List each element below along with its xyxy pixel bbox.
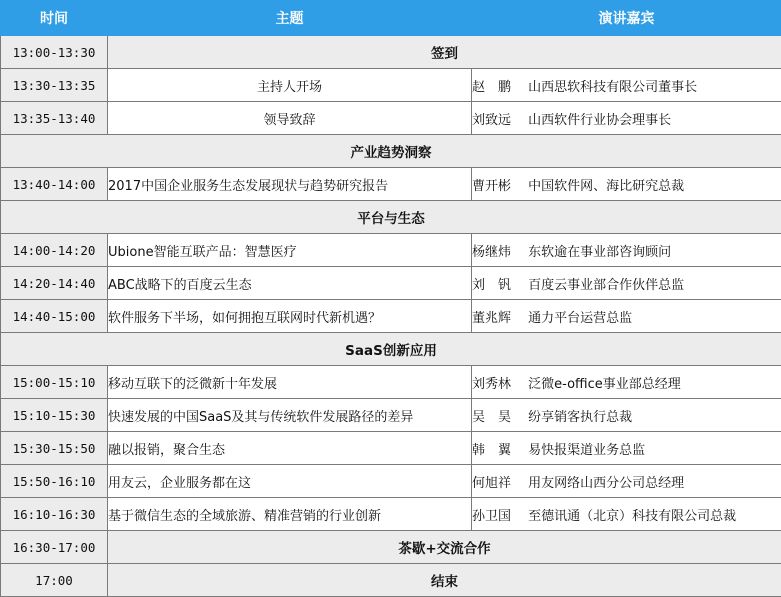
topic-cell: 基于微信生态的全域旅游、精准营销的行业创新 — [108, 498, 472, 531]
topic-cell: 领导致辞 — [108, 102, 472, 135]
speaker-title: 至德讯通（北京）科技有限公司总裁 — [528, 509, 736, 524]
topic-cell: 主持人开场 — [108, 69, 472, 102]
table-row — [1, 564, 781, 597]
section-title: 茶歇+交流合作 — [108, 531, 781, 564]
section-title: 结束 — [108, 564, 781, 597]
section-banner: 平台与生态 — [1, 201, 781, 234]
speaker-title: 泛微e-office事业部总经理 — [528, 377, 681, 392]
time-cell: 13:30-13:35 — [1, 69, 108, 102]
table-row — [1, 234, 781, 267]
speaker-cell — [472, 465, 781, 498]
section-banner: SaaS创新应用 — [1, 333, 781, 366]
topic-cell: Ubione智能互联产品：智慧医疗 — [108, 234, 472, 267]
topic-cell: 2017中国企业服务生态发展现状与趋势研究报告 — [108, 168, 472, 201]
header-speaker: 演讲嘉宾 — [472, 1, 781, 36]
header-time: 时间 — [1, 1, 108, 36]
speaker-cell — [472, 234, 781, 267]
speaker-name: 吴 昊 — [472, 406, 524, 425]
topic-cell: ABC战略下的百度云生态 — [108, 267, 472, 300]
table-row — [1, 498, 781, 531]
speaker-name: 董兆辉 — [472, 307, 524, 326]
table-row — [1, 333, 781, 366]
time-cell: 15:30-15:50 — [1, 432, 108, 465]
speaker-name: 刘 钒 — [472, 274, 524, 293]
time-cell: 17:00 — [1, 564, 108, 597]
time-cell: 15:10-15:30 — [1, 399, 108, 432]
table-row — [1, 168, 781, 201]
speaker-title: 山西思软科技有限公司董事长 — [528, 80, 697, 95]
time-cell: 13:40-14:00 — [1, 168, 108, 201]
table-row — [1, 432, 781, 465]
time-cell: 13:00-13:30 — [1, 36, 108, 69]
speaker-title: 百度云事业部合作伙伴总监 — [528, 278, 684, 293]
speaker-cell — [472, 300, 781, 333]
section-banner: 产业趋势洞察 — [1, 135, 781, 168]
speaker-name: 曹开彬 — [472, 175, 524, 194]
time-cell: 13:35-13:40 — [1, 102, 108, 135]
time-cell: 14:00-14:20 — [1, 234, 108, 267]
table-row — [1, 300, 781, 333]
speaker-title: 山西软件行业协会理事长 — [528, 113, 671, 128]
speaker-name: 韩 翼 — [472, 439, 524, 458]
speaker-title: 东软逾在事业部咨询顾问 — [528, 245, 671, 260]
table-row — [1, 102, 781, 135]
time-cell: 16:10-16:30 — [1, 498, 108, 531]
time-cell: 14:40-15:00 — [1, 300, 108, 333]
speaker-cell — [472, 399, 781, 432]
table-row — [1, 135, 781, 168]
table-row — [1, 366, 781, 399]
speaker-cell — [472, 69, 781, 102]
topic-cell: 快速发展的中国SaaS及其与传统软件发展路径的差异 — [108, 399, 472, 432]
time-cell: 14:20-14:40 — [1, 267, 108, 300]
speaker-title: 易快报渠道业务总监 — [528, 443, 645, 458]
table-row — [1, 531, 781, 564]
table-row — [1, 399, 781, 432]
speaker-cell — [472, 498, 781, 531]
table-row — [1, 69, 781, 102]
topic-cell: 用友云，企业服务都在这 — [108, 465, 472, 498]
speaker-name: 孙卫国 — [472, 505, 524, 524]
speaker-cell — [472, 168, 781, 201]
speaker-title: 通力平台运营总监 — [528, 311, 632, 326]
speaker-name: 刘秀林 — [472, 373, 524, 392]
time-cell: 15:50-16:10 — [1, 465, 108, 498]
time-cell: 16:30-17:00 — [1, 531, 108, 564]
speaker-cell — [472, 267, 781, 300]
speaker-cell — [472, 102, 781, 135]
header-row — [1, 1, 781, 36]
speaker-title: 纷享销客执行总裁 — [528, 410, 632, 425]
time-cell: 15:00-15:10 — [1, 366, 108, 399]
topic-cell: 融以报销，聚合生态 — [108, 432, 472, 465]
table-row — [1, 267, 781, 300]
speaker-title: 中国软件网、海比研究总裁 — [528, 179, 684, 194]
speaker-name: 刘致远 — [472, 109, 524, 128]
table-row — [1, 201, 781, 234]
topic-cell: 移动互联下的泛微新十年发展 — [108, 366, 472, 399]
table-row — [1, 465, 781, 498]
speaker-name: 杨继炜 — [472, 241, 524, 260]
header-topic: 主题 — [108, 1, 472, 36]
speaker-name: 赵 鹏 — [472, 76, 524, 95]
section-title: 签到 — [108, 36, 781, 69]
table-row — [1, 36, 781, 69]
speaker-cell — [472, 366, 781, 399]
speaker-name: 何旭祥 — [472, 472, 524, 491]
speaker-title: 用友网络山西分公司总经理 — [528, 476, 684, 491]
topic-cell: 软件服务下半场，如何拥抱互联网时代新机遇？ — [108, 300, 472, 333]
speaker-cell — [472, 432, 781, 465]
